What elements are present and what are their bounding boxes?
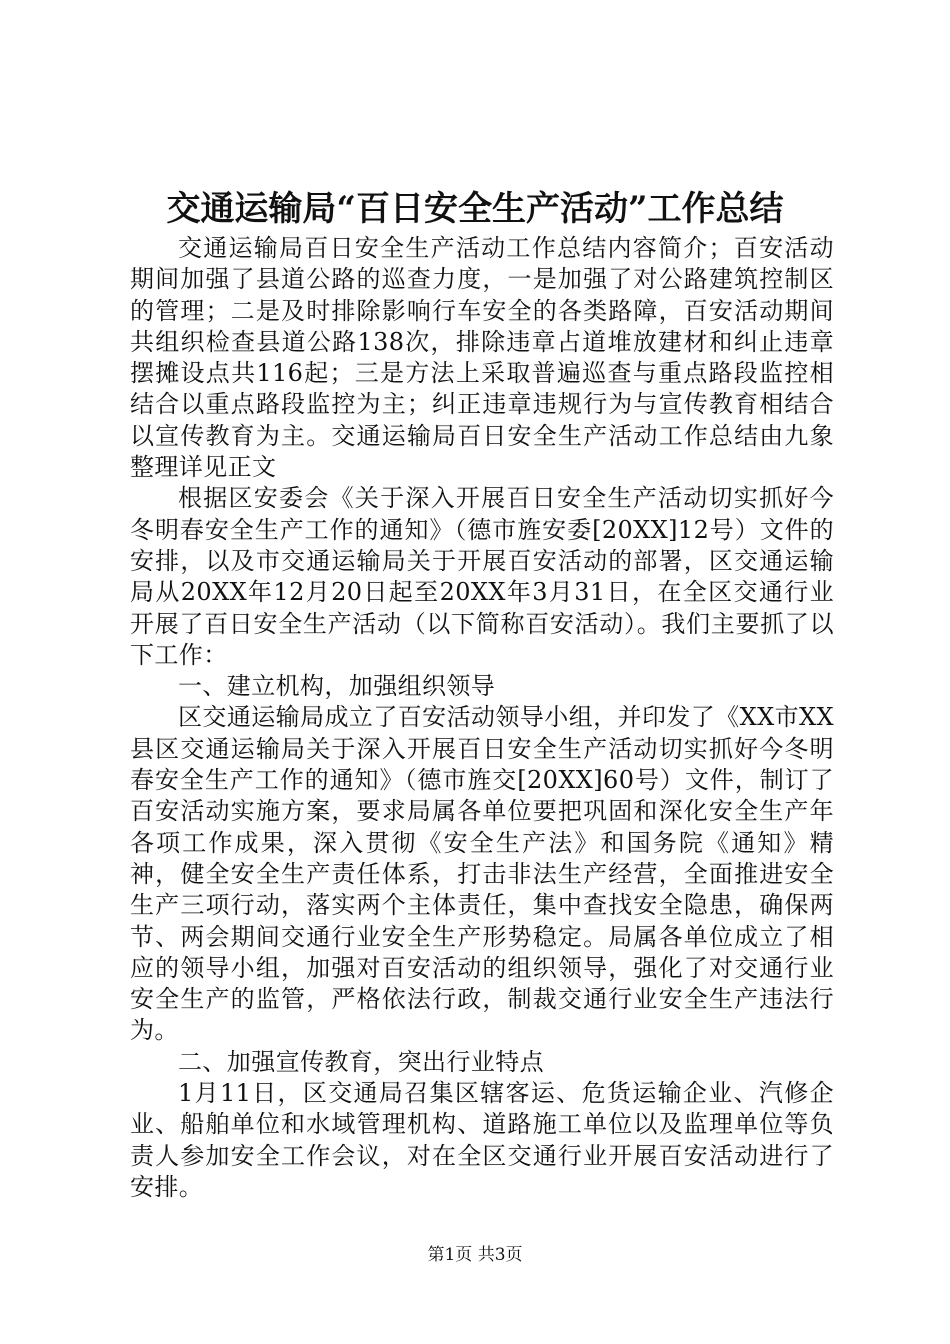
section-heading-2: 二、加强宣传教育，突出行业特点: [178, 1047, 544, 1076]
paragraph-section-2: 1月11日，区交通局召集区辖客运、危货运输企业、汽修企业、船舶单位和水域管理机构、道路施工单位以及监理单位等负责人参加安全工作会议，对在全区交通行业开展百安活动进行了安排。: [130, 1079, 834, 1201]
paragraph-background: 根据区安委会《关于深入开展百日安全生产活动切实抓好今冬明春安全生产工作的通知》（德市旌安委[20XX]12号）文件的安排，以及市交通运输局关于开展百安活动的部署，区交通运输局从20XX年12月20日起至20XX年3月31日，在全区交通行业开展了百日安全生产活动（以下简称百安活动）。我们主要抓了以下工作：: [130, 484, 834, 669]
paragraph-section-1: 区交通运输局成立了百安活动领导小组，并印发了《XX市XX县区交通运输局关于深入开展百日安全生产活动切实抓好今冬明春安全生产工作的通知》（德市旌交[20XX]60号）文件，制订了百安活动实施方案，要求局属各单位要把巩固和深化安全生产年各项工作成果，深入贯彻《安全生产法》和国务院《通知》精神，健全安全生产责任体系，打击非法生产经营，全面推进安全生产三项行动，落实两个主体责任，集中查找安全隐患，确保两节、两会期间交通行业安全生产形势稳定。局属各单位成立了相应的领导小组，加强对百安活动的组织领导，强化了对交通行业安全生产的监管，严格依法行政，制裁交通行业安全生产违法行为。: [130, 703, 834, 1045]
paragraph-summary: 交通运输局百日安全生产活动工作总结内容简介；百安活动期间加强了县道公路的巡查力度，一是加强了对公路建筑控制区的管理；二是及时排除影响行车安全的各类路障，百安活动期间共组织检查县道公路138次，排除违章占道堆放建材和纠止违章摆摊设点共116起；三是方法上采取普遍巡查与重点路段监控相结合以重点路段监控为主；纠正违章违规行为与宣传教育相结合以宣传教育为主。交通运输局百日安全生产活动工作总结由九象整理详见正文: [130, 234, 834, 482]
document-body: [130, 233, 834, 1203]
page-number-footer: 第1页 共3页: [427, 1245, 523, 1265]
document-title: 交通运输局“百日安全生产活动”工作总结: [166, 189, 784, 229]
section-heading-1: 一、建立机构，加强组织领导: [178, 672, 496, 701]
